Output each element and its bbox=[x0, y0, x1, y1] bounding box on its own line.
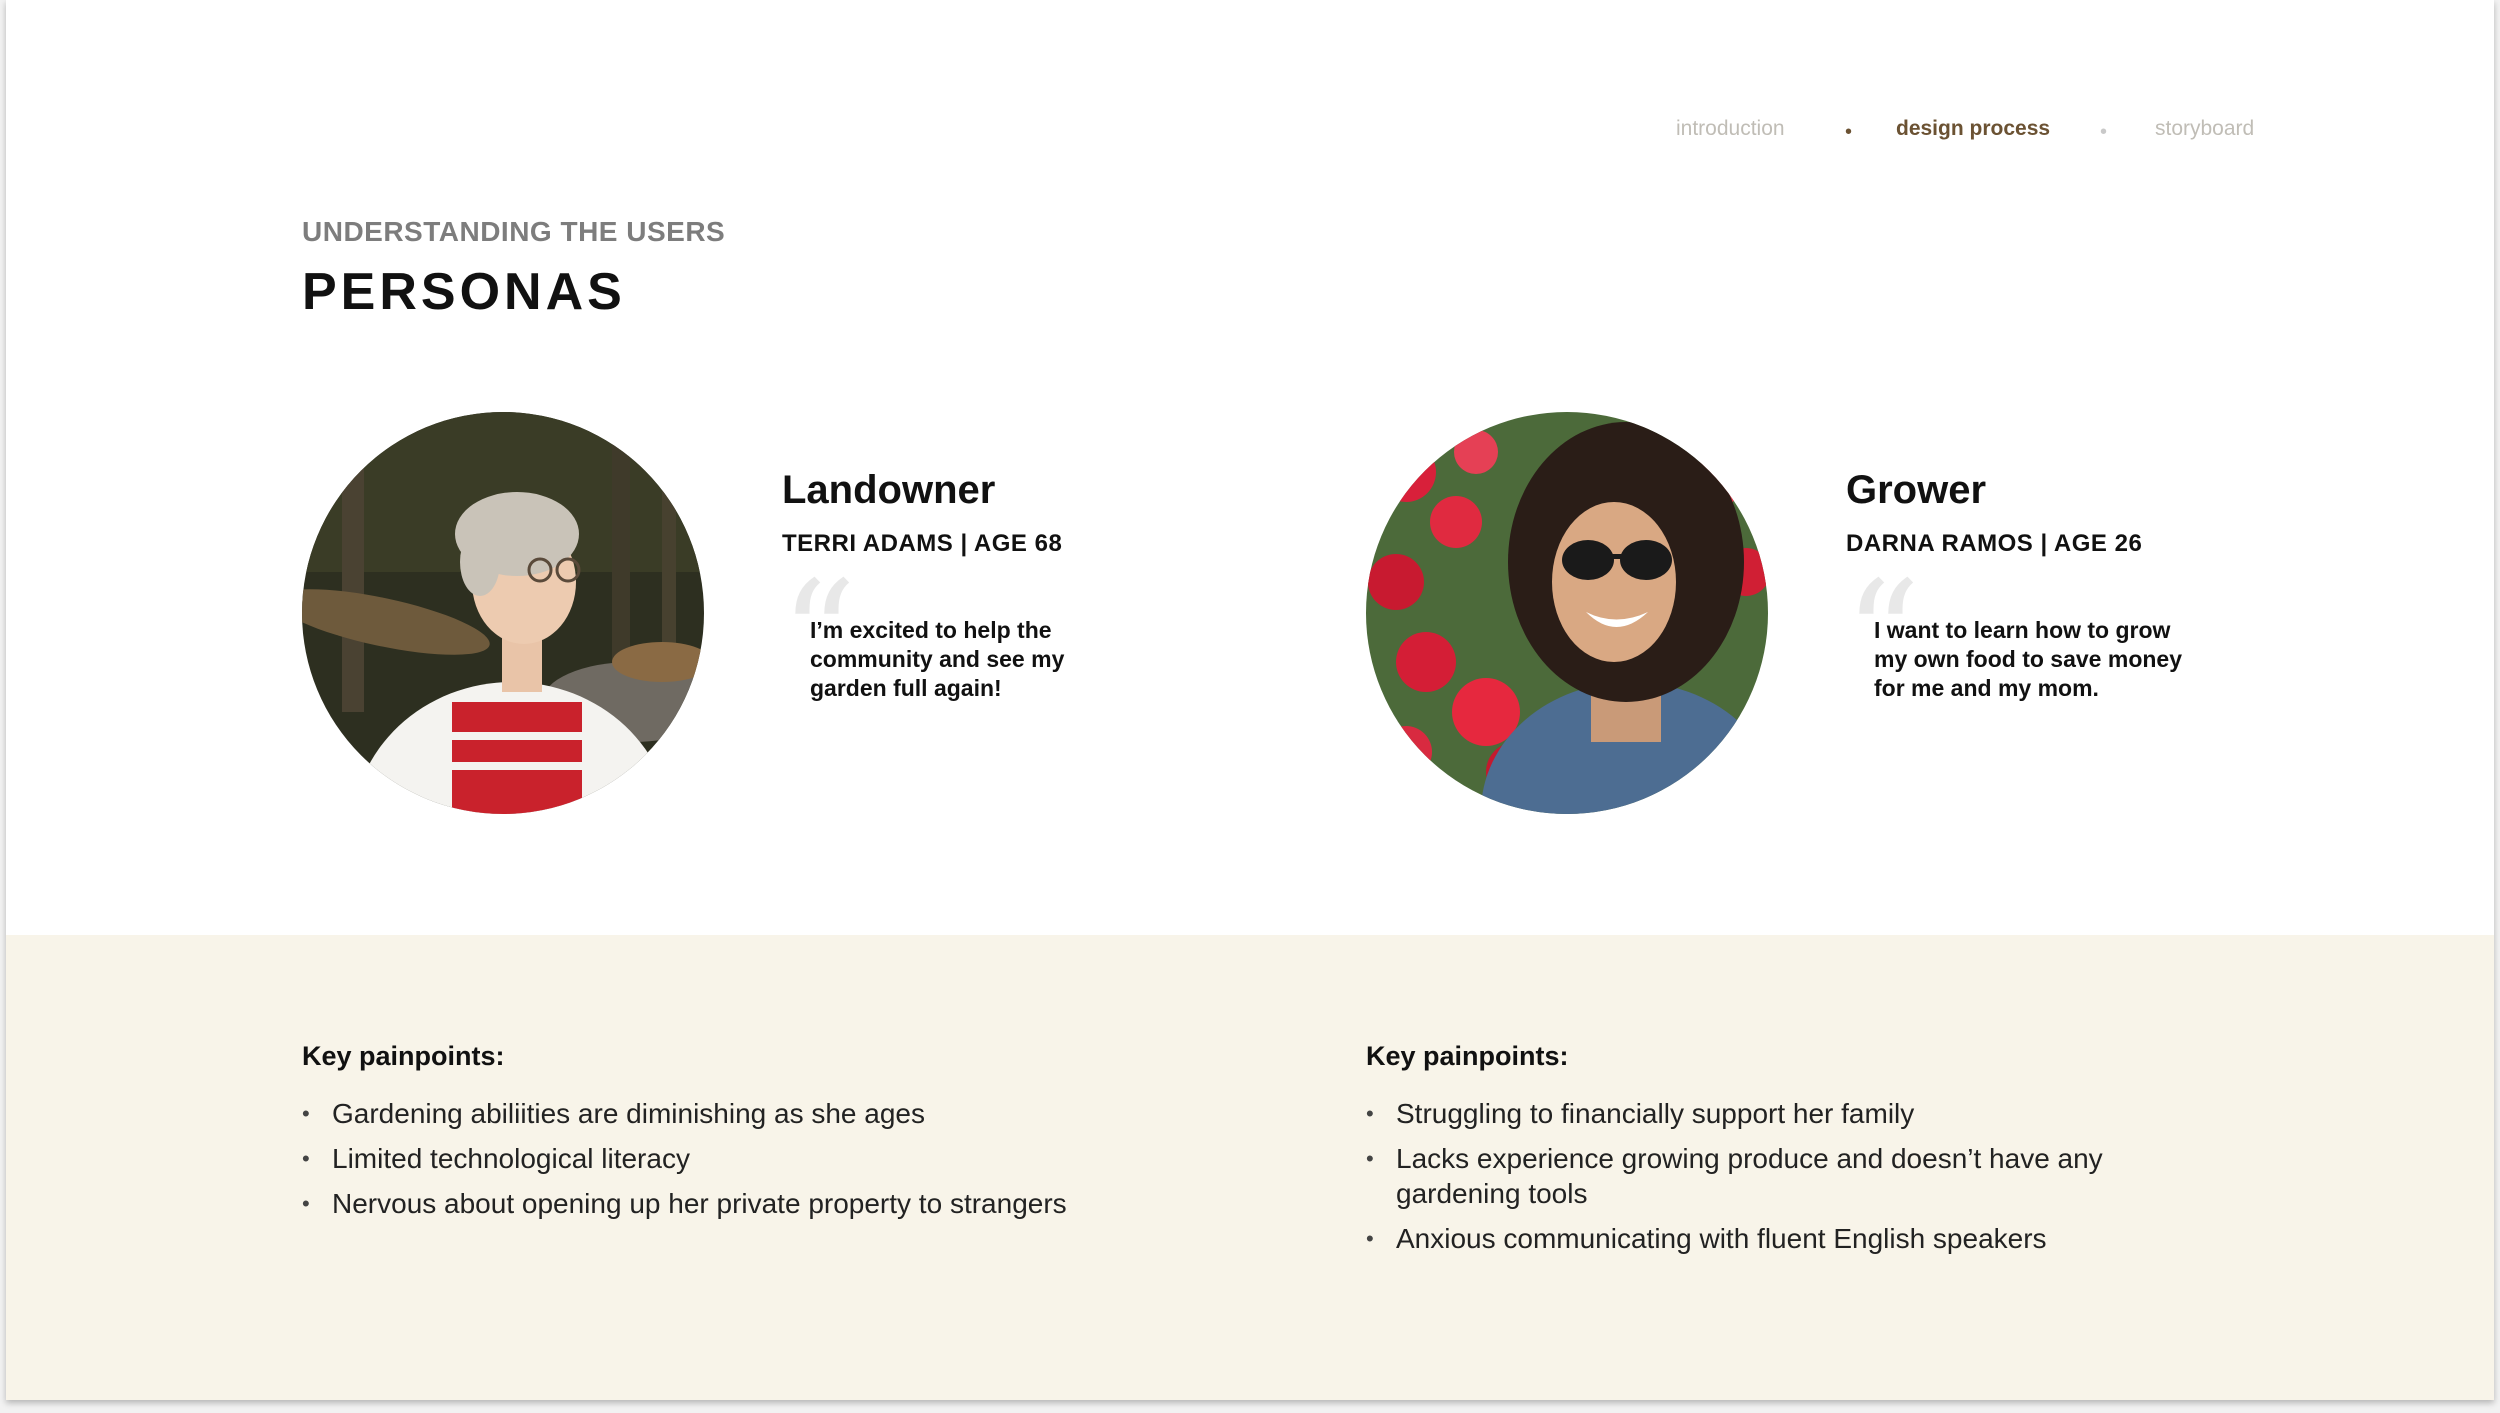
top-nav bbox=[1676, 117, 2376, 147]
persona-quote: I want to learn how to grow my own food to save money for me and my mom. bbox=[1874, 617, 2182, 701]
list-item bbox=[302, 1141, 1202, 1176]
bullet-icon: • bbox=[1366, 1146, 1374, 1171]
list-item bbox=[302, 1096, 1202, 1131]
persona-card-grower bbox=[1366, 412, 2366, 822]
bullet-icon: • bbox=[302, 1191, 310, 1216]
quote-mark-icon: “ bbox=[1844, 550, 1921, 724]
painpoints-landowner bbox=[302, 1041, 1202, 1231]
painpoint-text: Anxious communicating with fluent English speakers bbox=[1396, 1223, 2047, 1254]
painpoints-section bbox=[6, 935, 2494, 1400]
nav-storyboard[interactable]: storyboard bbox=[2155, 117, 2255, 140]
painpoint-text: Struggling to financially support her family bbox=[1396, 1098, 1915, 1129]
persona-card-landowner bbox=[302, 412, 1302, 822]
painpoints-title: Key painpoints: bbox=[1366, 1041, 1569, 1071]
painpoint-text: Limited technological literacy bbox=[332, 1143, 690, 1174]
bullet-icon: • bbox=[302, 1146, 310, 1171]
nav-introduction[interactable]: introduction bbox=[1676, 117, 1785, 140]
painpoints-grower bbox=[1366, 1041, 2266, 1266]
painpoint-text: Nervous about opening up her private property to strangers bbox=[332, 1188, 1067, 1219]
persona-role: Landowner bbox=[782, 468, 996, 512]
quote-mark-icon: “ bbox=[780, 550, 857, 724]
page-title: PERSONAS bbox=[302, 263, 626, 321]
painpoint-text: Gardening abiliities are diminishing as she ages bbox=[332, 1098, 926, 1129]
persona-photo-landowner bbox=[302, 412, 704, 814]
persona-name: TERRI ADAMS | AGE 68 bbox=[782, 530, 1063, 557]
painpoints-list bbox=[302, 1096, 1202, 1221]
bullet-icon: • bbox=[1366, 1226, 1374, 1251]
persona-quote: I’m excited to help the community and see my garden full again! bbox=[810, 617, 1065, 701]
bullet-icon: • bbox=[302, 1101, 310, 1126]
list-item bbox=[1366, 1096, 2266, 1131]
nav-dot: • bbox=[2100, 121, 2108, 143]
persona-photo-grower bbox=[1366, 412, 1768, 814]
list-item bbox=[302, 1186, 1202, 1221]
painpoints-list bbox=[1366, 1096, 2266, 1256]
list-item bbox=[1366, 1221, 2266, 1256]
persona-name: DARNA RAMOS | AGE 26 bbox=[1846, 530, 2143, 557]
list-item bbox=[1366, 1141, 2196, 1211]
painpoint-text: Lacks experience growing produce and doesn’t have any gardening tools bbox=[1396, 1143, 2103, 1209]
bullet-icon: • bbox=[1366, 1101, 1374, 1126]
painpoints-title: Key painpoints: bbox=[302, 1041, 505, 1071]
section-eyebrow: UNDERSTANDING THE USERS bbox=[302, 216, 726, 247]
nav-design-process[interactable]: design process bbox=[1896, 117, 2051, 140]
persona-role: Grower bbox=[1846, 468, 1987, 512]
page bbox=[6, 0, 2494, 1400]
nav-dot: • bbox=[1845, 121, 1853, 143]
